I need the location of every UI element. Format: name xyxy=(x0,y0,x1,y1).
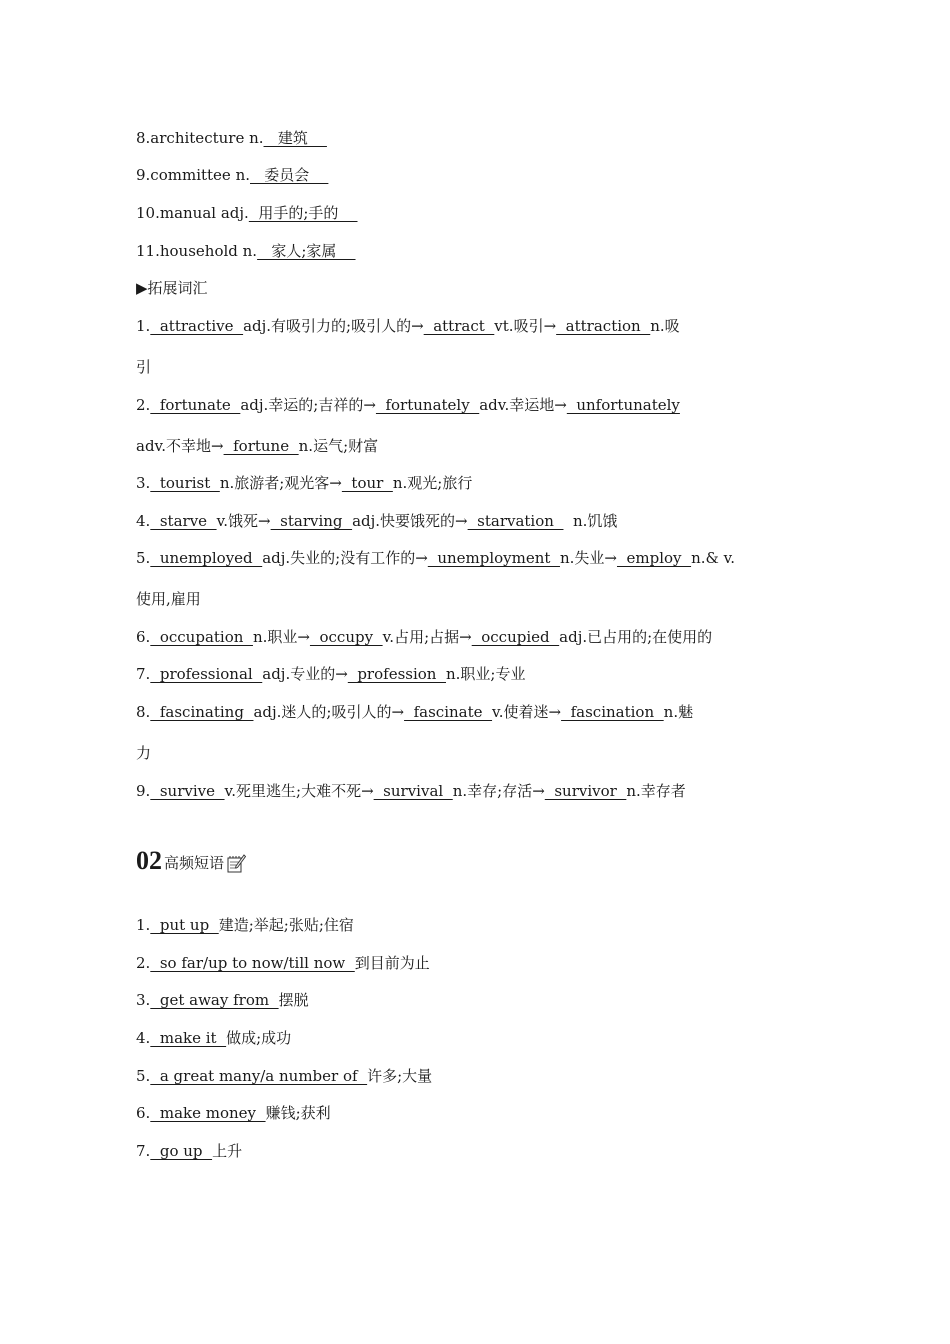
definition: n.饥饿 xyxy=(563,512,618,530)
answer-blank: so far/up to now/till now xyxy=(150,954,355,972)
definition: adj.幸运的;吉祥的→ xyxy=(240,396,376,414)
definition: adj.迷人的;吸引人的→ xyxy=(253,703,405,721)
answer-blank: profession xyxy=(347,665,446,683)
expand-item-9 xyxy=(136,781,686,801)
expand-vocab-heading: ▶拓展词汇 xyxy=(136,279,208,297)
notepad-pencil-icon xyxy=(226,852,246,874)
vocab-answer: 家人;家属 xyxy=(257,242,356,260)
phrase-item-1 xyxy=(136,915,354,935)
answer-blank: occupation xyxy=(150,628,253,646)
item-number: 4. xyxy=(136,512,151,530)
section-number: 02 xyxy=(136,846,162,875)
item-number: 7. xyxy=(136,1142,151,1160)
vocab-answer: 建筑 xyxy=(263,129,327,147)
answer-blank: attraction xyxy=(556,317,651,335)
vocab-item-10 xyxy=(136,203,358,223)
vocab-item-9 xyxy=(136,165,328,185)
section-heading xyxy=(136,846,246,876)
answer-blank: a great many/a number of xyxy=(150,1067,368,1085)
expand-item-5 xyxy=(136,548,735,568)
item-number: 3. xyxy=(136,991,151,1009)
vocab-word: 9.committee n. xyxy=(136,166,250,184)
expand-item-8 xyxy=(136,702,693,722)
expand-item-5-cont: 使用,雇用 xyxy=(136,590,201,608)
definition: n.& v. xyxy=(691,549,736,567)
answer-blank: tourist xyxy=(150,474,220,492)
definition: n.失业→ xyxy=(559,549,617,567)
definition: adv.不幸地→ xyxy=(136,437,224,455)
answer-blank: attract xyxy=(423,317,495,335)
item-number: 8. xyxy=(136,703,151,721)
answer-blank: put up xyxy=(150,916,219,934)
answer-blank: fascination xyxy=(561,703,664,721)
answer-blank: tour xyxy=(341,474,393,492)
definition: n.吸 xyxy=(650,317,680,335)
answer-blank: starvation xyxy=(467,512,564,530)
expand-item-8-cont: 力 xyxy=(136,744,152,762)
vocab-item-8 xyxy=(136,128,327,148)
answer-blank: starving xyxy=(270,512,353,530)
definition: adv.幸运地→ xyxy=(479,396,567,414)
definition: v.饿死→ xyxy=(216,512,271,530)
answer-blank: fortune xyxy=(223,437,299,455)
item-number: 2. xyxy=(136,396,151,414)
definition: n.职业→ xyxy=(252,628,310,646)
definition: adj.专业的→ xyxy=(262,665,348,683)
definition: v.死里逃生;大难不死→ xyxy=(224,782,374,800)
answer-blank: go up xyxy=(150,1142,213,1160)
expand-item-7 xyxy=(136,664,525,684)
phrase-item-2 xyxy=(136,953,430,973)
item-number: 2. xyxy=(136,954,151,972)
vocab-answer: 用手的;手的 xyxy=(248,204,358,222)
phrase-item-7 xyxy=(136,1141,242,1161)
item-number: 1. xyxy=(136,317,151,335)
answer-blank: survival xyxy=(373,782,453,800)
item-number: 6. xyxy=(136,1104,151,1122)
definition: v.占用;占据→ xyxy=(382,628,472,646)
definition: n.观光;旅行 xyxy=(392,474,473,492)
expand-item-2-cont xyxy=(136,436,378,456)
definition: n.运气;财富 xyxy=(298,437,379,455)
definition: adj.快要饿死的→ xyxy=(352,512,468,530)
answer-blank: unfortunately xyxy=(566,396,680,414)
definition: n.魅 xyxy=(663,703,694,721)
definition: v.使着迷→ xyxy=(492,703,562,721)
vocab-answer: 委员会 xyxy=(250,166,329,184)
answer-blank: unemployment xyxy=(427,549,560,567)
item-number: 5. xyxy=(136,1067,151,1085)
answer-blank: unemployed xyxy=(150,549,263,567)
expand-item-1 xyxy=(136,316,680,336)
answer-blank: survive xyxy=(150,782,225,800)
answer-blank: fascinating xyxy=(150,703,254,721)
answer-blank: employ xyxy=(616,549,692,567)
vocab-item-11 xyxy=(136,241,356,261)
answer-blank: fortunate xyxy=(150,396,241,414)
answer-blank: make it xyxy=(150,1029,227,1047)
vocab-word: 11.household n. xyxy=(136,242,258,260)
vocab-word: 8.architecture n. xyxy=(136,129,264,147)
item-number: 5. xyxy=(136,549,151,567)
phrase-meaning: 许多;大量 xyxy=(367,1067,433,1085)
phrase-meaning: 摆脱 xyxy=(278,991,309,1009)
answer-blank: occupy xyxy=(309,628,383,646)
phrase-meaning: 建造;举起;张贴;住宿 xyxy=(218,916,354,934)
item-number: 4. xyxy=(136,1029,151,1047)
answer-blank: get away from xyxy=(150,991,279,1009)
answer-blank: survivor xyxy=(544,782,627,800)
answer-blank: starve xyxy=(150,512,217,530)
phrase-item-3 xyxy=(136,990,309,1010)
answer-blank: professional xyxy=(150,665,263,683)
answer-blank: attractive xyxy=(150,317,244,335)
phrase-meaning: 到目前为止 xyxy=(354,954,430,972)
phrase-item-5 xyxy=(136,1066,432,1086)
item-number: 7. xyxy=(136,665,151,683)
item-number: 6. xyxy=(136,628,151,646)
vocab-word: 10.manual adj. xyxy=(136,204,249,222)
expand-item-4 xyxy=(136,511,617,531)
expand-item-2 xyxy=(136,395,680,415)
expand-item-3 xyxy=(136,473,472,493)
answer-blank: make money xyxy=(150,1104,266,1122)
definition: n.职业;专业 xyxy=(446,665,526,683)
phrase-meaning: 赚钱;获利 xyxy=(265,1104,331,1122)
definition: vt.吸引→ xyxy=(494,317,557,335)
section-title: 高频短语 xyxy=(164,854,225,872)
answer-blank: fortunately xyxy=(375,396,480,414)
definition: adj.已占用的;在使用的 xyxy=(559,628,713,646)
expand-item-6 xyxy=(136,627,712,647)
definition: adj.失业的;没有工作的→ xyxy=(262,549,428,567)
item-number: 1. xyxy=(136,916,151,934)
definition: n.旅游者;观光客→ xyxy=(219,474,342,492)
definition: adj.有吸引力的;吸引人的→ xyxy=(243,317,424,335)
answer-blank: fascinate xyxy=(404,703,493,721)
phrase-meaning: 上升 xyxy=(212,1142,243,1160)
item-number: 3. xyxy=(136,474,151,492)
item-number: 9. xyxy=(136,782,151,800)
definition: n.幸存者 xyxy=(626,782,686,800)
phrase-item-6 xyxy=(136,1103,331,1123)
answer-blank: occupied xyxy=(471,628,560,646)
phrase-item-4 xyxy=(136,1028,291,1048)
phrase-meaning: 做成;成功 xyxy=(226,1029,292,1047)
definition: n.幸存;存活→ xyxy=(452,782,545,800)
expand-item-1-cont: 引 xyxy=(136,358,152,376)
